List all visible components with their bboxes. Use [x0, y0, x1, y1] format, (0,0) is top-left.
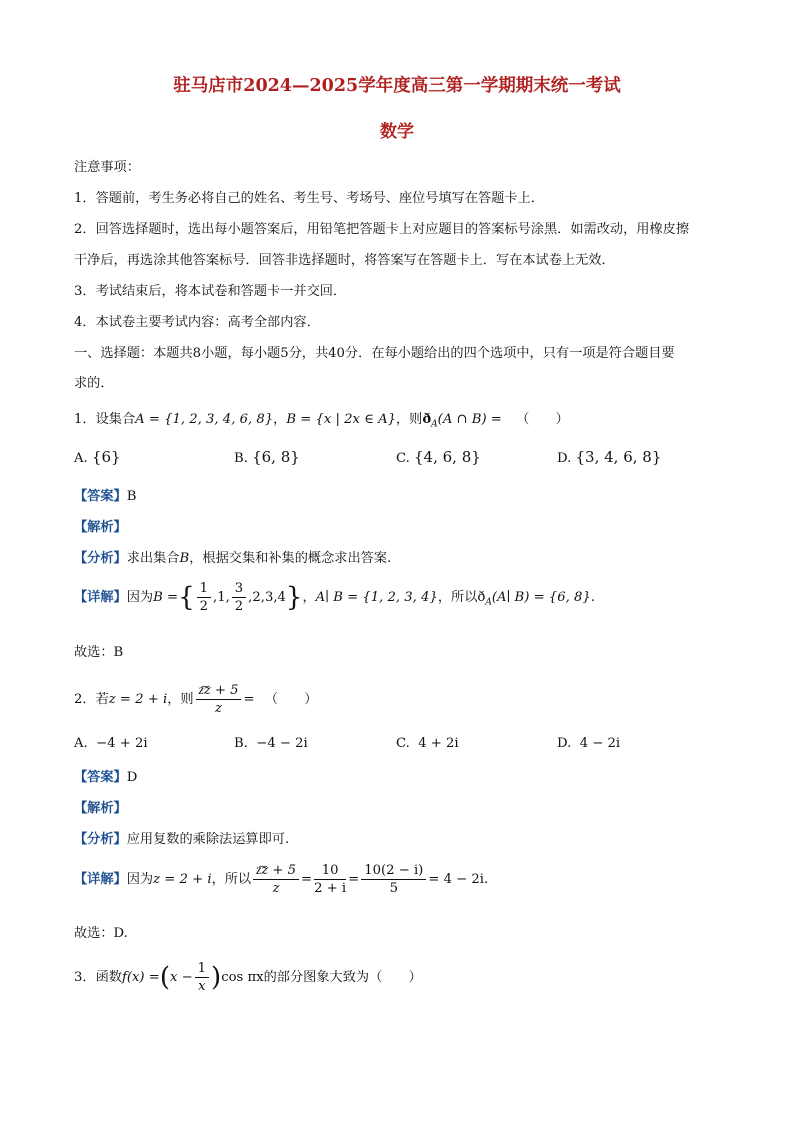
q1-choose: 故选：B — [74, 645, 124, 660]
q1-set-a: A = {1, 2, 3, 4, 6, 8} — [135, 412, 274, 427]
q2-fenxi: 【分析】应用复数的乘除法运算即可. — [74, 832, 290, 847]
note-item: 1．答题前，考生务必将自己的姓名、考生号、考场号、座位号填写在答题卡上． — [74, 191, 544, 206]
q1-then: ，则 — [396, 412, 423, 427]
q2-choose: 故选：D. — [74, 926, 128, 941]
q1-expr: (A ∩ B) = — [437, 412, 502, 427]
q1-complement-symbol: ð — [422, 412, 432, 427]
exam-title: 驻马店市2024—2025学年度高三第一学期期末统一考试 — [173, 76, 621, 96]
q1-frac-half: $\frac{1}{2}$ — [197, 580, 211, 615]
section-heading-cont: 求的． — [74, 376, 114, 391]
q2-frac: $\frac{z͞z + 5}{z}$ — [196, 682, 242, 717]
question-3-stem: 3．函数f(x) =(x − $\frac{1}{x}$ )cos πx的部分图象大致为（ ） — [74, 961, 422, 994]
q1-option-d: D. {3, 4, 6, 8} — [557, 448, 662, 466]
q1-answer: 【答案】B — [74, 489, 137, 504]
q1-set-b: B = {x | 2x ∈ A} — [286, 412, 396, 427]
q2-option-c: C. 4 + 2i — [396, 736, 459, 751]
q2-option-d: D. 4 − 2i — [557, 736, 621, 751]
q2-answer: 【答案】D — [74, 770, 138, 785]
q2-analysis-tag: 【解析】 — [74, 801, 127, 816]
q2-detail: 【详解】因为z = 2 + i，所以 $\frac{z͞z + 5}{z}$ = $\frac{10}{2 + i}$ = $\frac{10(2 - i)}{5}$ = 4 − 2i. — [74, 863, 489, 896]
q2-option-b: B. −4 − 2i — [234, 736, 308, 751]
subject-title: 数学 — [380, 122, 414, 142]
question-1-stem — [74, 408, 569, 430]
q1-paren: （ ） — [516, 412, 569, 427]
q1-detail: 【详解】因为B ={ $\frac{1}{2}$ ,1, $\frac{3}{2}$ ,2,3,4}，A∣ B = {1, 2, 3, 4}，所以$ð_A(A∣$ B) = {6, 8}. — [74, 581, 595, 614]
q1-sep: ， — [273, 412, 287, 427]
question-2-stem: 2．若z = 2 + i，则 $\frac{z͞z + 5}{z}$ = （ ） — [74, 683, 318, 716]
note-item: 干净后，再选涂其他答案标号．回答非选择题时，将答案写在答题卡上．写在本试卷上无效． — [74, 253, 615, 268]
q2-option-a: A. −4 + 2i — [74, 736, 148, 751]
q1-analysis-tag: 【解析】 — [74, 520, 127, 535]
q1-fenxi: 【分析】求出集合B，根据交集和补集的概念求出答案. — [74, 551, 392, 566]
q1-complement-sub: A — [431, 419, 438, 430]
section-heading: 一、选择题：本题共8小题，每小题5分，共40分．在每小题给出的四个选项中，只有一项是符合题目要 — [74, 346, 675, 361]
q1-option-c: C. {4, 6, 8} — [396, 448, 481, 466]
q1-prefix: 1．设集合 — [74, 412, 136, 427]
q1-option-b: B. {6, 8} — [234, 448, 300, 466]
notes-heading: 注意事项： — [74, 160, 140, 175]
q1-frac-three-halves: $\frac{3}{2}$ — [232, 580, 246, 615]
note-item: 2．回答选择题时，选出每小题答案后，用铅笔把答题卡上对应题目的答案标号涂黑．如需改动，用橡皮擦 — [74, 222, 690, 237]
q1-option-a: A. {6} — [74, 448, 121, 466]
note-item: 4．本试卷主要考试内容：高考全部内容． — [74, 315, 320, 330]
note-item: 3．考试结束后，将本试卷和答题卡一并交回． — [74, 284, 347, 299]
